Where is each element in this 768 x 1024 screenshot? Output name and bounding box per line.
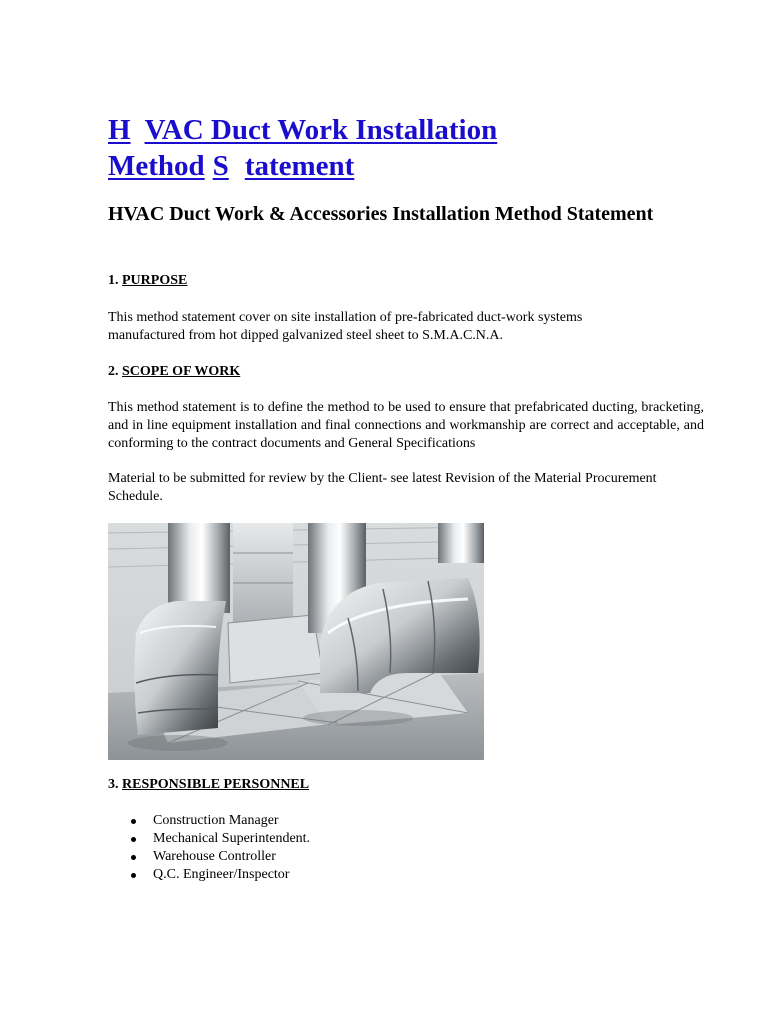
- list-item-text: Construction Manager: [153, 813, 279, 828]
- title-link-h[interactable]: H: [108, 114, 131, 146]
- title-link-s[interactable]: S: [212, 150, 229, 182]
- scope-paragraph: This method statement is to define the method to be used to ensure that prefabricated ducting, bracketing, and in line equipment installation and final connections and workmanship are correct and acceptable, and conforming to the contract documents and General Specifications: [108, 400, 704, 451]
- section-heading-scope: [108, 363, 240, 381]
- bullet-icon: [131, 873, 136, 878]
- material-paragraph: Material to be submitted for review by the Client- see latest Revision of the Material Procurement Schedule.: [108, 471, 657, 504]
- title-link-vac-duct-work-installation[interactable]: VAC Duct Work Installation: [144, 114, 498, 146]
- title-link-method[interactable]: Method: [108, 150, 205, 182]
- section-title: SCOPE OF WORK: [122, 364, 241, 379]
- list-item: [108, 848, 310, 866]
- section-heading-personnel: [108, 776, 309, 794]
- bullet-icon: [131, 819, 136, 824]
- bullet-icon: [131, 855, 136, 860]
- list-item-text: Warehouse Controller: [153, 849, 276, 864]
- section-number: 2.: [108, 364, 119, 379]
- purpose-paragraph: This method statement cover on site installation of pre-fabricated duct-work systems manufactured from hot dipped galvanized steel sheet to S.M.A.C.N.A.: [108, 310, 583, 343]
- section-title: PURPOSE: [122, 273, 188, 288]
- section-title: RESPONSIBLE PERSONNEL: [122, 777, 310, 792]
- section-number: 1.: [108, 273, 119, 288]
- list-item-text: Q.C. Engineer/Inspector: [153, 867, 290, 882]
- list-item: [108, 866, 310, 884]
- duct-work-photo: [108, 523, 484, 760]
- list-item: [108, 830, 310, 848]
- section-heading-purpose: [108, 272, 187, 290]
- page-title: [108, 112, 668, 184]
- list-item-text: Mechanical Superintendent.: [153, 831, 311, 846]
- personnel-list: [108, 812, 310, 884]
- list-item: [108, 812, 310, 830]
- bullet-icon: [131, 837, 136, 842]
- title-link-tatement[interactable]: tatement: [244, 150, 355, 182]
- section-number: 3.: [108, 777, 119, 792]
- document-subtitle: HVAC Duct Work & Accessories Installation Method Statement: [108, 203, 654, 225]
